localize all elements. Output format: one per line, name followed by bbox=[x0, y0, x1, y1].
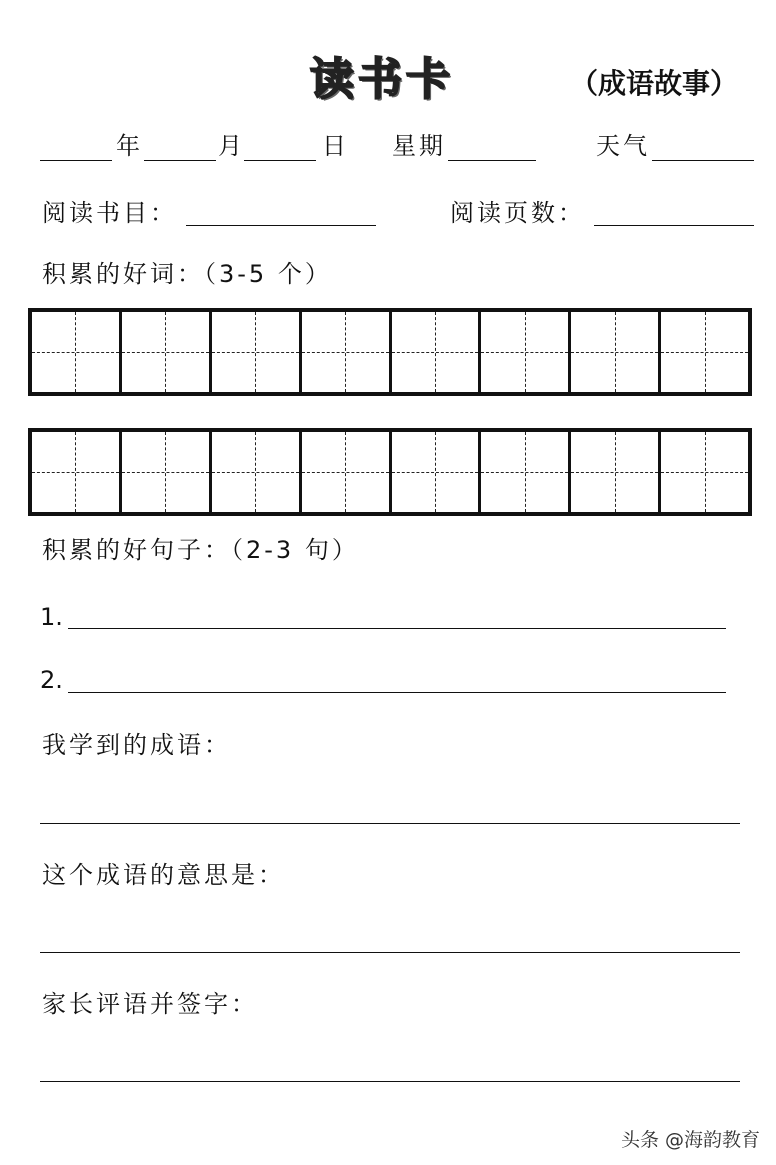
idiom-meaning-blank[interactable] bbox=[40, 952, 740, 953]
sentence-number-2: 2. bbox=[40, 666, 63, 694]
good-sentences-label: 积累的好句子：（2-3 句） bbox=[42, 536, 359, 564]
sentence-blank-1[interactable] bbox=[68, 628, 726, 629]
word-cell[interactable] bbox=[212, 432, 302, 512]
weekday-label: 星期 bbox=[392, 132, 446, 160]
weather-blank[interactable] bbox=[652, 160, 754, 161]
parent-comment-blank[interactable] bbox=[40, 1081, 740, 1082]
sentence-blank-2[interactable] bbox=[68, 692, 726, 693]
word-cell[interactable] bbox=[481, 312, 571, 392]
word-cell[interactable] bbox=[122, 432, 212, 512]
word-cell[interactable] bbox=[661, 312, 748, 392]
word-cell[interactable] bbox=[32, 312, 122, 392]
word-cell[interactable] bbox=[661, 432, 748, 512]
pages-read-blank[interactable] bbox=[594, 225, 754, 226]
word-cell[interactable] bbox=[571, 432, 661, 512]
pages-read-label: 阅读页数： bbox=[450, 199, 585, 227]
weather-label: 天气 bbox=[596, 132, 650, 160]
word-cell[interactable] bbox=[302, 432, 392, 512]
word-cell[interactable] bbox=[392, 432, 482, 512]
word-cell[interactable] bbox=[212, 312, 302, 392]
word-cell[interactable] bbox=[302, 312, 392, 392]
idiom-meaning-label: 这个成语的意思是： bbox=[42, 861, 285, 889]
parent-comment-label: 家长评语并签字： bbox=[42, 990, 258, 1018]
weekday-blank[interactable] bbox=[448, 160, 536, 161]
month-label: 月 bbox=[218, 132, 245, 160]
day-blank[interactable] bbox=[244, 160, 316, 161]
watermark-text: 头条 @海韵教育 bbox=[620, 1129, 760, 1151]
card-subtitle: （成语故事） bbox=[570, 67, 739, 100]
word-grid-row-1 bbox=[28, 308, 752, 396]
book-title-blank[interactable] bbox=[186, 225, 376, 226]
sentence-number-1: 1. bbox=[40, 603, 63, 631]
word-cell[interactable] bbox=[392, 312, 482, 392]
idiom-learned-blank[interactable] bbox=[40, 823, 740, 824]
card-title: 读书卡 bbox=[310, 54, 454, 105]
word-grid-row-2 bbox=[28, 428, 752, 516]
word-cell[interactable] bbox=[571, 312, 661, 392]
word-cell[interactable] bbox=[32, 432, 122, 512]
word-cell[interactable] bbox=[122, 312, 212, 392]
year-label: 年 bbox=[116, 132, 143, 160]
book-title-label: 阅读书目： bbox=[42, 199, 177, 227]
year-blank[interactable] bbox=[40, 160, 112, 161]
good-words-label: 积累的好词：（3-5 个） bbox=[42, 260, 332, 288]
word-cell[interactable] bbox=[481, 432, 571, 512]
idiom-learned-label: 我学到的成语： bbox=[42, 731, 231, 759]
month-blank[interactable] bbox=[144, 160, 216, 161]
day-label: 日 bbox=[322, 132, 349, 160]
